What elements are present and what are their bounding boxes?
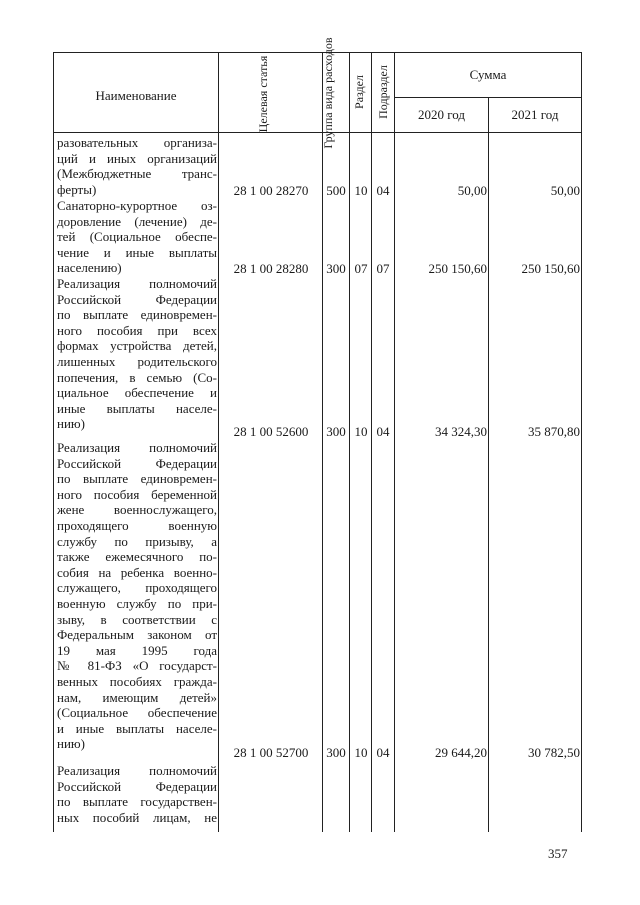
row-2-group: 300 [326,261,346,276]
row-1-sum-2021: 50,00 [550,183,580,198]
row-4-name-line: службу по призыву, а [57,533,217,549]
col-divider-section [371,52,372,832]
row-4-sum-2021: 30 782,50 [528,745,580,760]
row-1-name [57,135,217,197]
row-5-name-line: Реализация полномочий [57,763,217,778]
row-4-name-line: собия на ребенка военно- [57,564,217,580]
header-expense-group: Группа вида расходов [321,37,335,149]
row-3-name-line: лишенных родительского [57,353,217,369]
row-1-subsection: 04 [376,183,390,198]
row-5-name-line: по выплате государствен- [57,794,217,810]
row-3-name-line: формах устройства детей, [57,338,217,354]
row-1-group: 500 [326,183,346,198]
row-3-group: 300 [326,424,346,439]
row-1-name-line: ферты) [57,181,97,197]
row-4-name-line: Реализация полномочий [57,440,217,455]
header-year-2021: 2021 год [511,107,559,122]
col-divider-code [322,52,323,832]
row-3-name-line: иные выплаты населе- [57,400,217,416]
row-2-sum-2020: 250 150,60 [428,261,487,276]
row-2-sum-2021: 250 150,60 [521,261,580,276]
row-3-sum-2021: 35 870,80 [528,424,580,439]
row-4-subsection: 04 [376,745,390,760]
row-5-name-line: Российской Федерации [57,778,217,794]
row-4-name-line: нам, имеющим детей» [57,689,217,705]
table-left-border [53,52,54,832]
row-2-code: 28 1 00 28280 [233,261,309,276]
col-divider-years [488,97,489,832]
row-4-name-line: проходящего военную [57,517,217,533]
row-3-name [57,276,217,432]
row-3-name-line: циальное обеспечение и [57,385,217,401]
row-2-subsection: 07 [376,261,390,276]
row-2-name-line: доровление (лечение) де- [57,213,217,229]
row-3-code: 28 1 00 52600 [233,424,309,439]
header-sum: Сумма [469,67,507,82]
row-1-code: 28 1 00 28270 [233,183,309,198]
row-5-name-line: ных пособий лицам, не [57,809,217,825]
row-2-name-line: населению) [57,260,122,276]
row-2-section: 07 [354,261,368,276]
row-2-name-line: Санаторно-курортное оз- [57,198,217,213]
row-4-name-line: зыву, в соответствии с [57,611,217,627]
header-name: Наименование [95,88,177,103]
page-number: 357 [548,846,568,861]
row-4-name-line: Федеральным законом от [57,627,217,643]
row-1-section: 10 [354,183,368,198]
row-4-name-line: нию) [57,736,85,752]
row-4-section: 10 [354,745,368,760]
row-4-code: 28 1 00 52700 [233,745,309,760]
row-4-name-line: по выплате единовремен- [57,471,217,487]
row-3-name-line: нию) [57,416,85,432]
table-top-border [53,52,581,53]
row-2-name [57,198,217,276]
row-3-subsection: 04 [376,424,390,439]
row-1-name-line: разовательных организа- [57,135,217,150]
header-subsection: Подраздел [376,65,390,119]
row-4-name-line: ного пособия беременной [57,486,217,502]
header-section: Раздел [352,75,366,109]
row-4-name-line: также ежемесячного по- [57,549,217,565]
table-right-border [581,52,582,832]
row-3-name-line: Российской Федерации [57,291,217,307]
row-2-name-line: тей (Социальное обеспе- [57,229,217,245]
row-4-name-line: жене военнослужащего, [57,502,217,518]
row-4-name-line: 19 мая 1995 года [57,642,217,658]
row-4-name-line: служащего, проходящего [57,580,217,596]
row-4-name-line: Российской Федерации [57,455,217,471]
row-1-name-line: ций и иных организаций [57,150,217,166]
col-divider-subsection [394,52,395,832]
row-4-name-line: военную службу по при- [57,595,217,611]
header-target-article: Целевая статья [256,55,270,133]
row-1-sum-2020: 50,00 [457,183,487,198]
row-4-name-line: и иные выплаты населе- [57,720,217,736]
row-4-name-line: венных пособиях гражда- [57,673,217,689]
row-4-sum-2020: 29 644,20 [435,745,487,760]
row-4-group: 300 [326,745,346,760]
row-4-name-line: № 81-ФЗ «О государст- [57,658,217,674]
row-3-name-line: ного пособия при всех [57,322,217,338]
row-3-section: 10 [354,424,368,439]
row-4-name [57,440,217,752]
row-1-name-line: (Межбюджетные транс- [57,166,217,182]
col-divider-name [218,52,219,832]
row-3-name-line: попечения, в семью (Со- [57,369,217,385]
header-year-2020: 2020 год [418,107,465,122]
row-5-name [57,763,217,825]
col-divider-group [349,52,350,832]
row-3-sum-2020: 34 324,30 [435,424,487,439]
row-3-name-line: Реализация полномочий [57,276,217,291]
row-4-name-line: (Социальное обеспечение [57,705,217,721]
row-3-name-line: по выплате единовремен- [57,307,217,323]
row-2-name-line: чение и иные выплаты [57,244,217,260]
header-bottom-border [53,132,581,133]
